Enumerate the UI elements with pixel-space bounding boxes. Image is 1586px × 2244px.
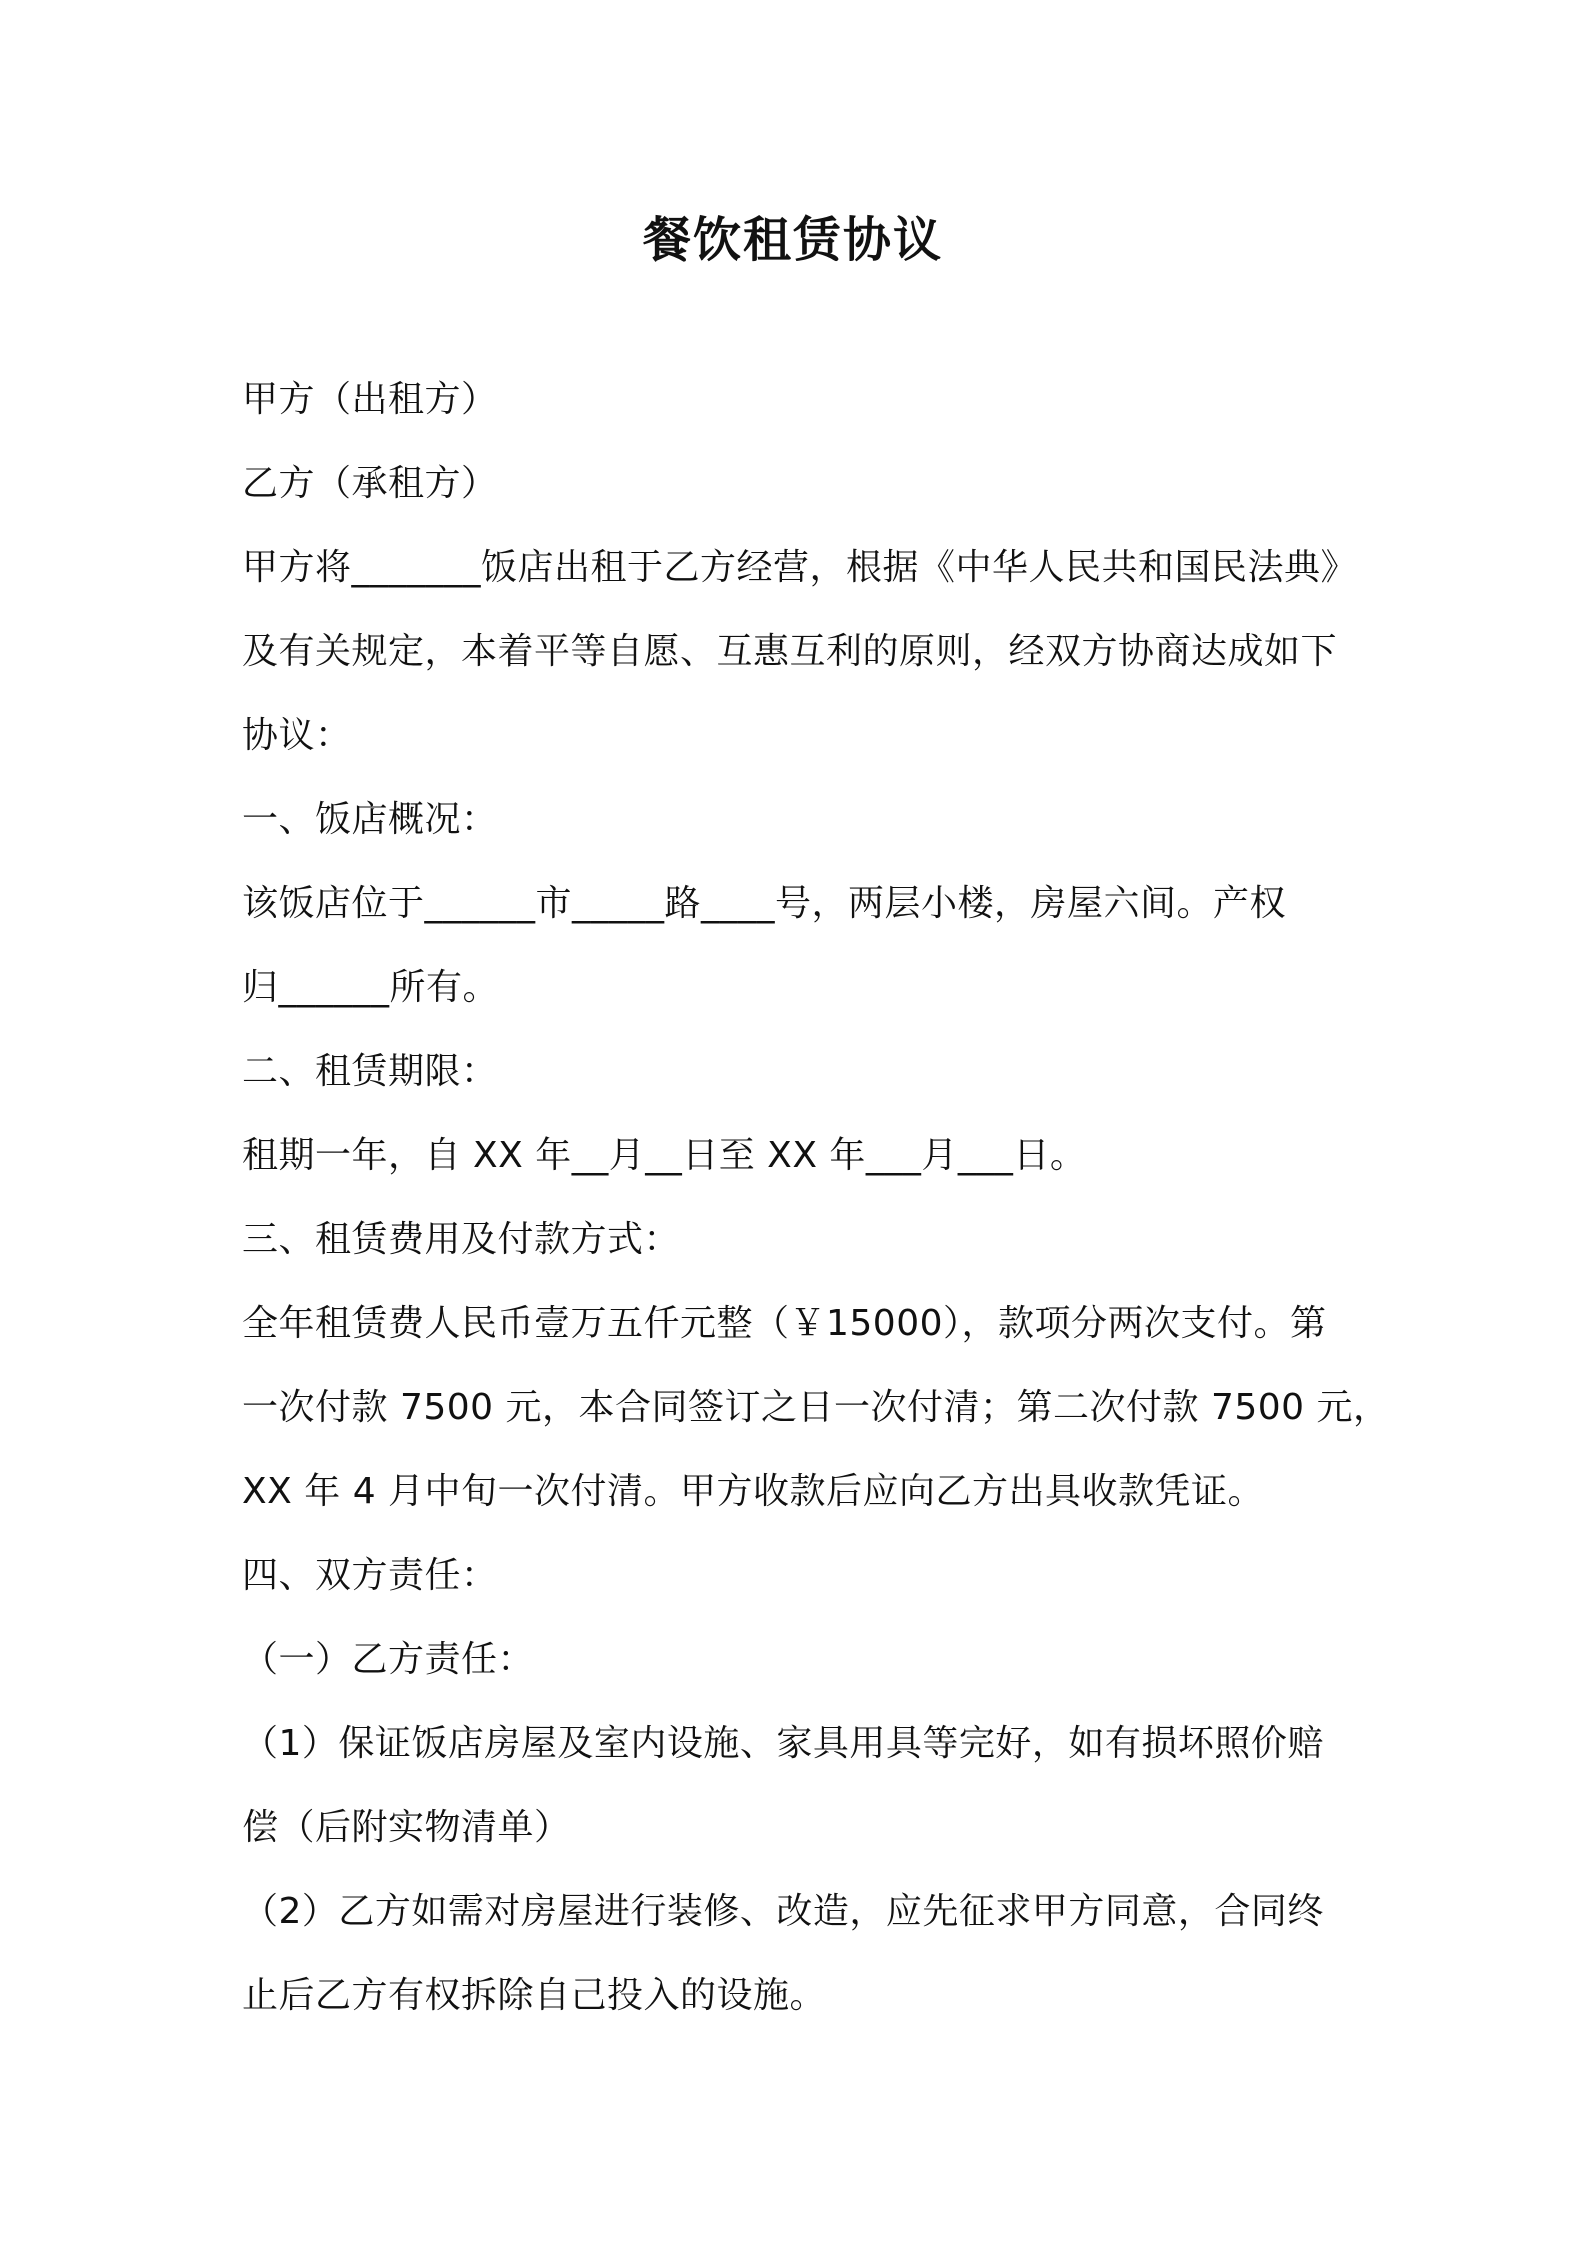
clause-2-text-1: （2）乙方如需对房屋进行装修、改造，应先征求甲方同意，合同终 (242, 1891, 1324, 1932)
section-2-heading: 二、租赁期限： (242, 1051, 498, 1092)
section-3-text-3: XX 年 4 月中旬一次付清。甲方收款后应向乙方出具收款凭证。 (242, 1471, 1265, 1512)
section-3-heading: 三、租赁费用及付款方式： (242, 1219, 681, 1260)
preamble-line-1: 甲方将_______饭店出租于乙方经营，根据《中华人民共和国民法典》 (242, 547, 1358, 588)
clause-1-text-2: 偿（后附实物清单） (242, 1807, 571, 1848)
section-1-heading: 一、饭店概况： (242, 799, 498, 840)
section-3-text-1: 全年租赁费人民币壹万五仟元整（￥15000），款项分两次支付。第 (242, 1303, 1327, 1344)
section-1-text-2: 归______所有。 (242, 967, 500, 1008)
party-a-line: 甲方（出租方） (242, 379, 498, 420)
document-title: 餐饮租赁协议 (642, 212, 943, 268)
clause-1-text-1: （1）保证饭店房屋及室内设施、家具用具等完好，如有损坏照价赔 (242, 1723, 1324, 1764)
section-4-heading: 四、双方责任： (242, 1555, 498, 1596)
section-1-text-1: 该饭店位于______市_____路____号，两层小楼，房屋六间。产权 (242, 883, 1287, 924)
document-body (242, 358, 1390, 2038)
preamble-line-2: 及有关规定，本着平等自愿、互惠互利的原则，经双方协商达成如下 (242, 631, 1338, 672)
party-b-line: 乙方（承租方） (242, 463, 498, 504)
clause-2-text-2: 止后乙方有权拆除自己投入的设施。 (242, 1975, 827, 2016)
preamble-line-3: 协议： (242, 715, 352, 756)
section-3-text-2: 一次付款 7500 元，本合同签订之日一次付清；第二次付款 7500 元， (242, 1387, 1390, 1428)
section-4-subheading: （一）乙方责任： (242, 1639, 535, 1680)
section-2-text: 租期一年，自 XX 年__月__日至 XX 年___月___日。 (242, 1135, 1087, 1176)
